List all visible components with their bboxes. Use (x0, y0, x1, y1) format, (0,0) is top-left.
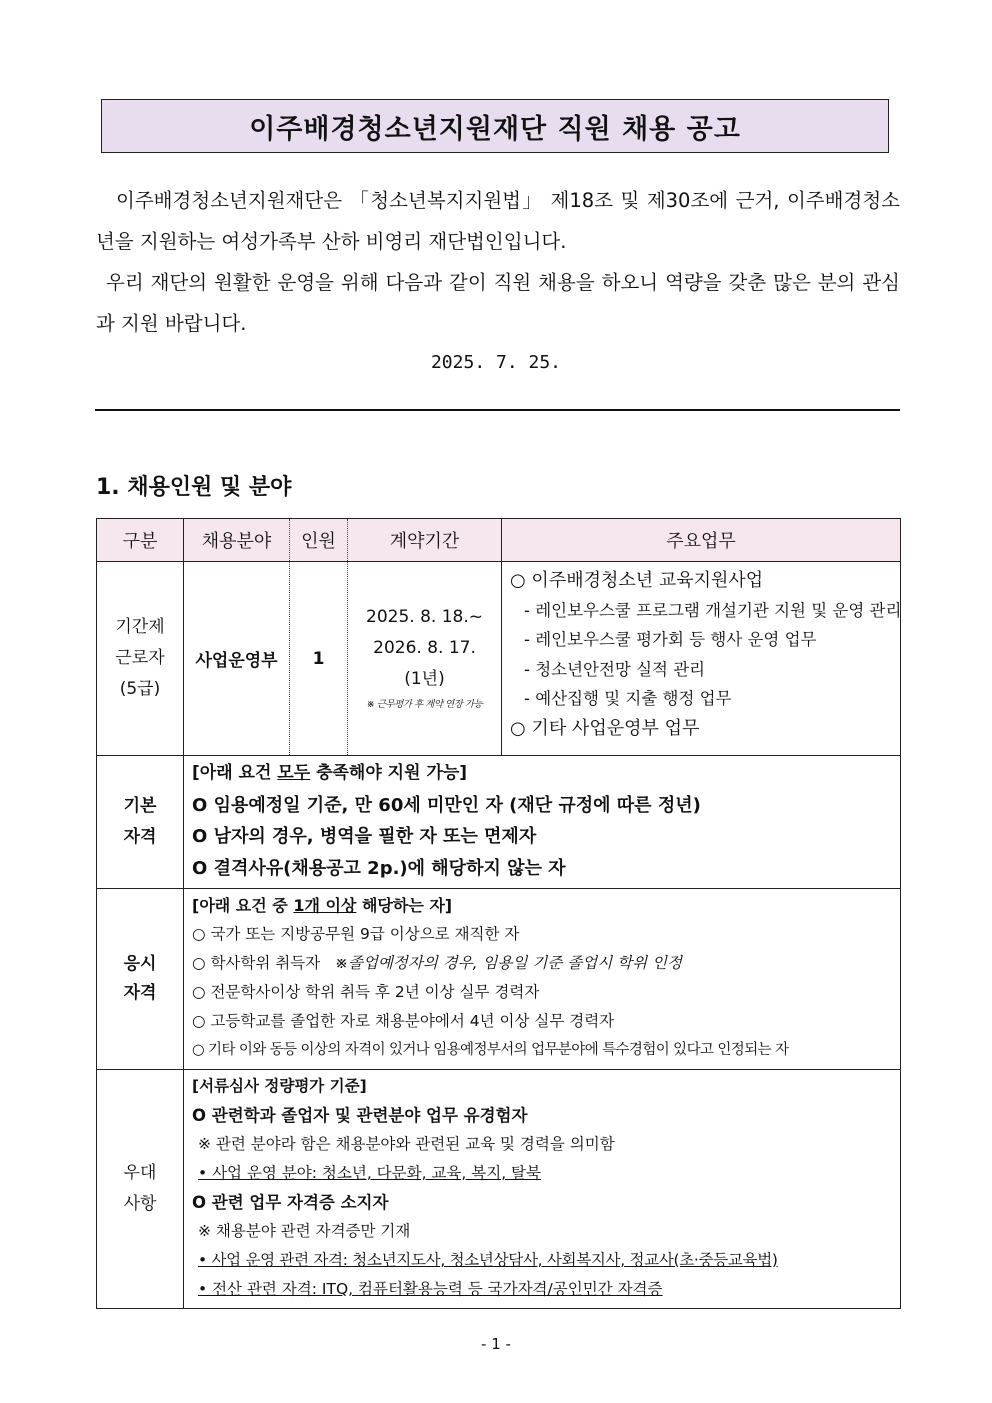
duty-item: ○ 이주배경청소년 교육지원사업 (510, 570, 764, 591)
intro-paragraph-1: 이주배경청소년지원재단은 「청소년복지지원법」 제18조 및 제30조에 근거, 이주배경청소년을 지원하는 여성가족부 산하 비영리 재단법인입니다. (96, 189, 900, 253)
pref-note: ※ 채용분야 관련 자격증만 기재 (198, 1222, 411, 1240)
page-title: 이주배경청소년지원재단 직원 채용 공고 (101, 99, 889, 153)
apply-heading-c: 해당하는 자] (356, 896, 453, 915)
apply-item: ○ 기타 이와 동등 이상의 자격이 있거나 임용예정부서의 업무분야에 특수경험이 있다고 인정되는 자 (192, 1042, 789, 1058)
pref-bullet: • 전산 관련 자격: ITQ, 컴퓨터활용능력 등 국가자격/공인민간 자격증 (198, 1280, 663, 1298)
duty-item: - 예산집행 및 지출 행정 업무 (524, 689, 732, 708)
header-category: 구분 (97, 519, 184, 562)
basic-qualifications-cell (184, 756, 901, 889)
duty-item: - 레인보우스쿨 평가회 등 행사 운영 업무 (524, 630, 817, 649)
period-cell (348, 562, 502, 756)
category-cell (97, 562, 184, 756)
section-heading: 1. 채용인원 및 분야 (96, 475, 292, 500)
header-count: 인원 (290, 519, 348, 562)
basic-label-cell (97, 756, 184, 889)
basic-item: O 결격사유(채용공고 2p.)에 해당하지 않는 자 (192, 857, 566, 879)
pref-item: O 관련학과 졸업자 및 관련분야 업무 유경험자 (192, 1106, 528, 1125)
apply-label-line: 자격 (123, 983, 157, 1003)
basic-heading-a: [아래 요건 (192, 763, 278, 783)
pref-item: O 관련 업무 자격증 소지자 (192, 1193, 389, 1212)
pref-note: ※ 관련 분야라 함은 채용분야와 관련된 교육 및 경력을 의미함 (198, 1135, 615, 1153)
apply-item: ○ 전문학사이상 학위 취득 후 2년 이상 실무 경력자 (192, 983, 540, 1001)
apply-item-text: ○ 학사학위 취득자 (192, 954, 321, 972)
table-header-row (97, 519, 901, 562)
preference-cell (184, 1070, 901, 1309)
pref-heading: [서류심사 정량평가 기준] (192, 1077, 367, 1095)
apply-item: ○ 국가 또는 지방공무원 9급 이상으로 재직한 자 (192, 925, 520, 943)
header-period: 계약기간 (348, 519, 502, 562)
announcement-date: 2025. 7. 25. (430, 352, 562, 373)
period-note: ※ 근무평가 후 계약 연장 가능 (366, 699, 483, 710)
header-duties: 주요업무 (502, 519, 901, 562)
count-cell: 1 (290, 562, 348, 756)
apply-item (192, 949, 900, 978)
basic-label-line: 기본 (123, 796, 157, 816)
basic-item: O 남자의 경우, 병역을 필한 자 또는 면제자 (192, 826, 537, 847)
apply-item: ○ 고등학교를 졸업한 자로 채용분야에서 4년 이상 실무 경력자 (192, 1012, 615, 1030)
basic-heading-b: 모두 (277, 763, 311, 783)
period-line: 2026. 8. 17. (373, 638, 476, 658)
pref-label-line: 우대 (123, 1163, 157, 1183)
recruitment-table (96, 518, 901, 1309)
basic-heading-c: 충족해야 지원 가능] (310, 763, 468, 783)
pref-label-line: 사항 (123, 1194, 157, 1214)
apply-heading-a: [아래 요건 중 (192, 896, 294, 915)
duty-item: - 청소년안전망 실적 관리 (524, 659, 706, 679)
table-row (97, 889, 901, 1070)
intro-paragraph-2: 우리 재단의 원활한 운영을 위해 다음과 같이 직원 채용을 하오니 역량을 갖춘 많은 분의 관심과 지원 바랍니다. (96, 271, 900, 335)
basic-heading (192, 758, 900, 790)
basic-label-line: 자격 (123, 827, 157, 847)
divider (95, 409, 900, 411)
duties-cell (502, 562, 901, 756)
table-row (97, 756, 901, 889)
duty-item: ○ 기타 사업운영부 업무 (510, 717, 700, 739)
duty-item: - 레인보우스쿨 프로그램 개설기관 지원 및 운영 관리 (524, 600, 902, 620)
category-line: (5급) (119, 679, 161, 699)
apply-label-cell (97, 889, 184, 1070)
header-field: 채용분야 (184, 519, 290, 562)
category-line: 근로자 (115, 648, 165, 668)
pref-bullet: • 사업 운영 관련 자격: 청소년지도사, 청소년상담사, 사회복지사, 정교사(초·중등교육법) (198, 1251, 778, 1269)
category-line: 기간제 (115, 617, 165, 637)
pref-label-cell (97, 1070, 184, 1309)
pref-bullet: • 사업 운영 분야: 청소년, 다문화, 교육, 복지, 탈북 (198, 1164, 542, 1182)
apply-label-line: 응시 (123, 954, 157, 974)
table-row (97, 562, 901, 756)
field-cell: 사업운영부 (184, 562, 290, 756)
page-number: - 1 - (481, 1335, 511, 1353)
apply-heading (192, 891, 900, 920)
period-line: 2025. 8. 18.~ (366, 607, 483, 627)
intro-text (96, 180, 900, 344)
apply-heading-b: 1개 이상 (293, 896, 357, 915)
period-line: (1년) (404, 669, 445, 689)
table-row (97, 1070, 901, 1309)
basic-item: O 임용예정일 기준, 만 60세 미만인 자 (재단 규정에 따른 정년) (192, 794, 701, 816)
apply-item-note: ※졸업예정자의 경우, 임용일 기준 졸업시 학위 인정 (334, 954, 682, 972)
apply-qualifications-cell (184, 889, 901, 1070)
